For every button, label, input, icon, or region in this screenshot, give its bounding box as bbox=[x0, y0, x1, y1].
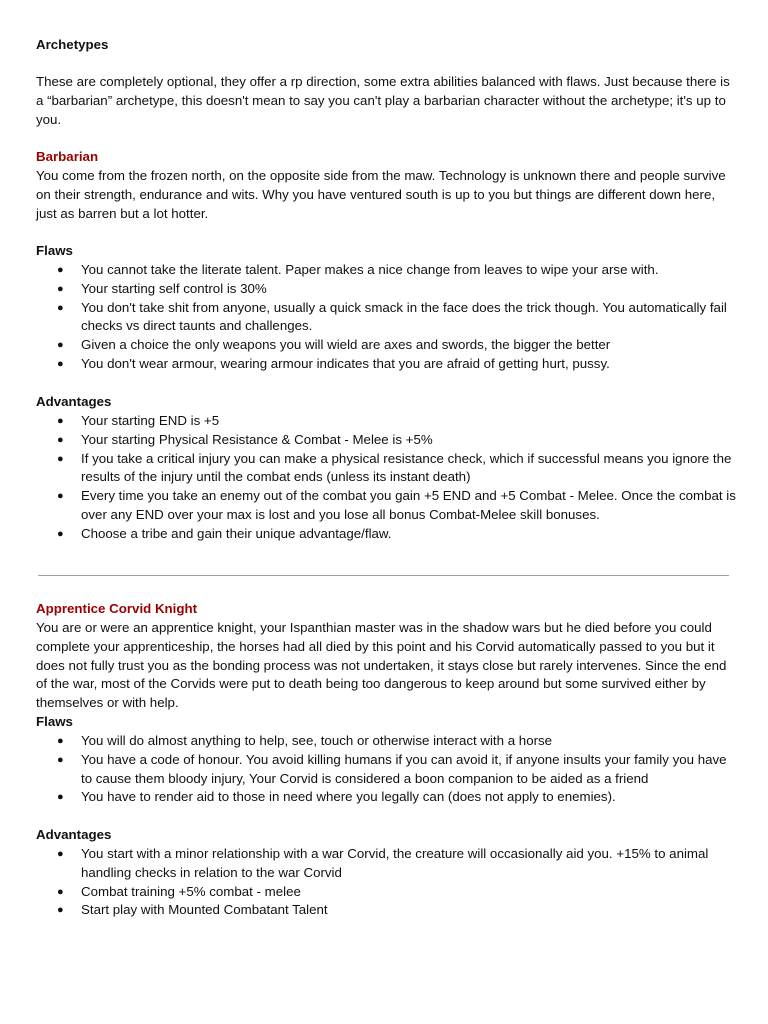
bullet-icon: ● bbox=[57, 527, 64, 540]
list-item: ● Your starting Physical Resistance & Combat - Melee is +5% bbox=[36, 431, 736, 450]
list-item: ● Start play with Mounted Combatant Talent bbox=[36, 901, 736, 920]
bullet-icon: ● bbox=[57, 357, 64, 370]
list-item: ● You have a code of honour. You avoid killing humans if you can avoid it, if anyone insults your family you have to cause them bloody injury, Your Corvid is considered a boon companion to be aided as a friend bbox=[57, 751, 727, 786]
list-item: ● You cannot take the literate talent. Paper makes a nice change from leaves to wipe your arse with. bbox=[36, 261, 736, 280]
bullet-icon: ● bbox=[57, 339, 64, 352]
corvid-knight-description: You are or were an apprentice knight, your Ispanthian master was in the shadow wars but he died before you could complete your apprenticeship, the horses had all died by this point and his Corvid automatically passed to you but it does not fully trust you as the bonding process was not undertaken, it stays close but rarely intervenes. Since the end of the war, most of the Corvids were put to death being too dangerous to keep around but some survived either by themselves or with help. bbox=[36, 620, 727, 711]
bullet-icon: ● bbox=[57, 904, 64, 917]
list-item: ● Your starting self control is 30% bbox=[36, 280, 736, 299]
list-item: ● You don't take shit from anyone, usually a quick smack in the face does the trick though. You automatically fail checks vs direct taunts and challenges. bbox=[57, 299, 727, 334]
corvid-knight-advantages-heading: Advantages bbox=[36, 827, 112, 842]
barbarian-flaws-list bbox=[36, 261, 736, 374]
list-item: ● If you take a critical injury you can make a physical resistance check, which if successful means you ignore the results of the injury until the combat ends (unless its instant death) bbox=[57, 450, 732, 485]
list-item: ● You start with a minor relationship with a war Corvid, the creature will occasionally aid you. +15% to animal handling checks in relation to the war Corvid bbox=[57, 846, 709, 880]
list-item: ● Given a choice the only weapons you will wield are axes and swords, the bigger the better bbox=[36, 336, 736, 355]
bullet-icon: ● bbox=[57, 885, 64, 898]
list-item: ● You don't wear armour, wearing armour indicates that you are afraid of getting hurt, pussy. bbox=[36, 355, 736, 374]
bullet-icon: ● bbox=[57, 264, 64, 276]
bullet-icon: ● bbox=[57, 452, 64, 465]
barbarian-advantages-list bbox=[36, 412, 736, 544]
list-item: ● You will do almost anything to help, see, touch or otherwise interact with a horse bbox=[36, 732, 736, 751]
barbarian-title: Barbarian bbox=[36, 149, 99, 164]
bullet-icon: ● bbox=[57, 433, 64, 446]
bullet-icon: ● bbox=[57, 753, 64, 766]
corvid-knight-advantages-list bbox=[36, 845, 736, 920]
list-item: ● You have to render aid to those in need where you legally can (does not apply to enemies). bbox=[36, 788, 736, 807]
bullet-icon: ● bbox=[57, 282, 64, 295]
list-item: ● Choose a tribe and gain their unique advantage/flaw. bbox=[36, 525, 736, 544]
list-item: ● Every time you take an enemy out of the combat you gain +5 END and +5 Combat - Melee. Once the combat is over any END over your max is lost and you lose all bonus Combat-Melee skill bonuses. bbox=[57, 488, 736, 522]
corvid-knight-flaws-list bbox=[36, 732, 736, 807]
bullet-icon: ● bbox=[57, 735, 64, 747]
section-divider bbox=[38, 575, 729, 576]
archetypes-intro: These are completely optional, they offer a rp direction, some extra abilities balanced with flaws. Just because there is a “barbarian” archetype, this doesn't mean to say you can't play a barbarian character without the archetype; it's up to you. bbox=[36, 74, 730, 127]
barbarian-flaws-heading: Flaws bbox=[36, 243, 73, 258]
barbarian-description: You come from the frozen north, on the opposite side from the maw. Technology is unknown there and people survive on their strength, endurance and wits. Why you have ventured south is up to you but things are different down here, just as barren but a lot hotter. bbox=[36, 168, 726, 221]
barbarian-advantages-heading: Advantages bbox=[36, 394, 112, 409]
bullet-icon: ● bbox=[57, 490, 64, 503]
bullet-icon: ● bbox=[57, 301, 64, 314]
corvid-knight-title: Apprentice Corvid Knight bbox=[36, 601, 198, 616]
bullet-icon: ● bbox=[57, 415, 64, 427]
archetypes-heading: Archetypes bbox=[36, 37, 109, 52]
corvid-knight-flaws-heading: Flaws bbox=[36, 714, 73, 729]
bullet-icon: ● bbox=[57, 791, 64, 804]
bullet-icon: ● bbox=[57, 848, 64, 860]
list-item: ● Your starting END is +5 bbox=[36, 412, 736, 431]
list-item: ● Combat training +5% combat - melee bbox=[36, 883, 736, 902]
